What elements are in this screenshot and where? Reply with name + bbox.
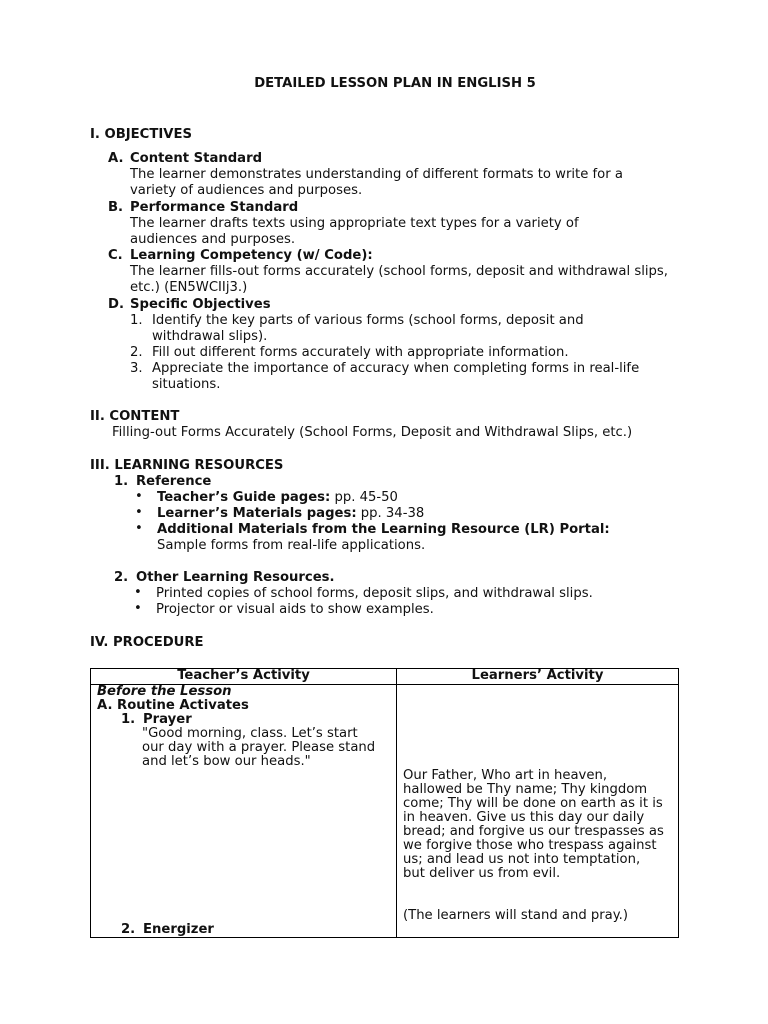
learner-cell — [397, 685, 679, 938]
table-row — [91, 685, 679, 938]
content-standard-text: The learner demonstrates understanding of different formats to write for a variety of audiences and purposes. — [130, 167, 623, 198]
specific-objective-1-num: 1. — [130, 313, 143, 328]
routine-activities-label: A. Routine Activates — [97, 698, 249, 713]
specific-objective-3: Appreciate the importance of accuracy when completing forms in real-life situations. — [152, 361, 640, 392]
prayer-num: 1. — [121, 712, 136, 727]
teachers-guide-item: Teacher’s Guide pages: pp. 45-50 — [157, 490, 398, 505]
other-resource-2: Projector or visual aids to show examples. — [156, 602, 434, 617]
before-lesson-label: Before the Lesson — [97, 684, 232, 699]
other-resources-num: 2. — [114, 570, 129, 585]
prayer-instruction-text: "Good morning, class. Let’s start our day with a prayer. Please stand and let’s bow our heads." — [142, 726, 376, 769]
specific-objective-2: Fill out different forms accurately with appropriate information. — [152, 345, 569, 360]
content-text: Filling-out Forms Accurately (School Forms, Deposit and Withdrawal Slips, etc.) — [112, 425, 633, 440]
procedure-heading: IV. PROCEDURE — [90, 635, 204, 650]
teachers-activity-header: Teacher’s Activity — [91, 669, 397, 685]
teacher-cell — [91, 685, 397, 938]
bullet-icon: • — [135, 521, 143, 536]
learning-competency-title: Learning Competency (w/ Code): — [130, 248, 373, 263]
objectives-heading: I. OBJECTIVES — [90, 127, 192, 142]
learner-prayer-text: Our Father, Who art in heaven, hallowed be Thy name; Thy kingdom come; Thy will be done on earth as it is in heaven. Give us this day our daily bread; and forgive us our trespasses as we forgive those who trespass against us; and lead us not into temptation, but deliver us from evil. — [403, 768, 664, 881]
energizer-num: 2. — [121, 922, 136, 937]
objective-a-label: A. — [108, 151, 124, 166]
bullet-icon: • — [135, 505, 143, 520]
specific-objective-3-num: 3. — [130, 361, 143, 376]
learner-prayer-note: (The learners will stand and pray.) — [403, 908, 629, 923]
activity-table — [90, 668, 679, 938]
table-header-row — [91, 669, 679, 685]
energizer-title: Energizer — [143, 922, 214, 937]
content-standard-title: Content Standard — [130, 151, 263, 166]
learning-competency-text: The learner fills-out forms accurately (school forms, deposit and withdrawal slips, etc.) (EN5WCIIj3.) — [130, 264, 668, 295]
specific-objective-2-num: 2. — [130, 345, 143, 360]
reference-title: Reference — [136, 474, 212, 489]
objective-c-label: C. — [108, 248, 123, 263]
specific-objectives-title: Specific Objectives — [130, 297, 271, 312]
specific-objective-1: Identify the key parts of various forms (school forms, deposit and withdrawal slips). — [152, 313, 584, 344]
additional-materials-text: Sample forms from real-life applications. — [157, 538, 426, 553]
bullet-icon: • — [134, 601, 142, 616]
learners-materials-item: Learner’s Materials pages: pp. 34-38 — [157, 506, 425, 521]
performance-standard-text: The learner drafts texts using appropriate text types for a variety of audiences and purposes. — [130, 216, 579, 247]
other-resources-title: Other Learning Resources. — [136, 570, 335, 585]
page-title: DETAILED LESSON PLAN IN ENGLISH 5 — [254, 76, 536, 91]
prayer-title: Prayer — [143, 712, 192, 727]
additional-materials-label: Additional Materials from the Learning Resource (LR) Portal: — [157, 522, 610, 537]
objective-b-label: B. — [108, 200, 124, 215]
objective-d-label: D. — [108, 297, 124, 312]
reference-num: 1. — [114, 474, 129, 489]
bullet-icon: • — [135, 489, 143, 504]
other-resource-1: Printed copies of school forms, deposit slips, and withdrawal slips. — [156, 586, 593, 601]
learners-activity-header: Learners’ Activity — [397, 669, 679, 685]
bullet-icon: • — [134, 585, 142, 600]
learning-resources-heading: III. LEARNING RESOURCES — [90, 458, 284, 473]
content-heading: II. CONTENT — [90, 409, 180, 424]
performance-standard-title: Performance Standard — [130, 200, 299, 215]
